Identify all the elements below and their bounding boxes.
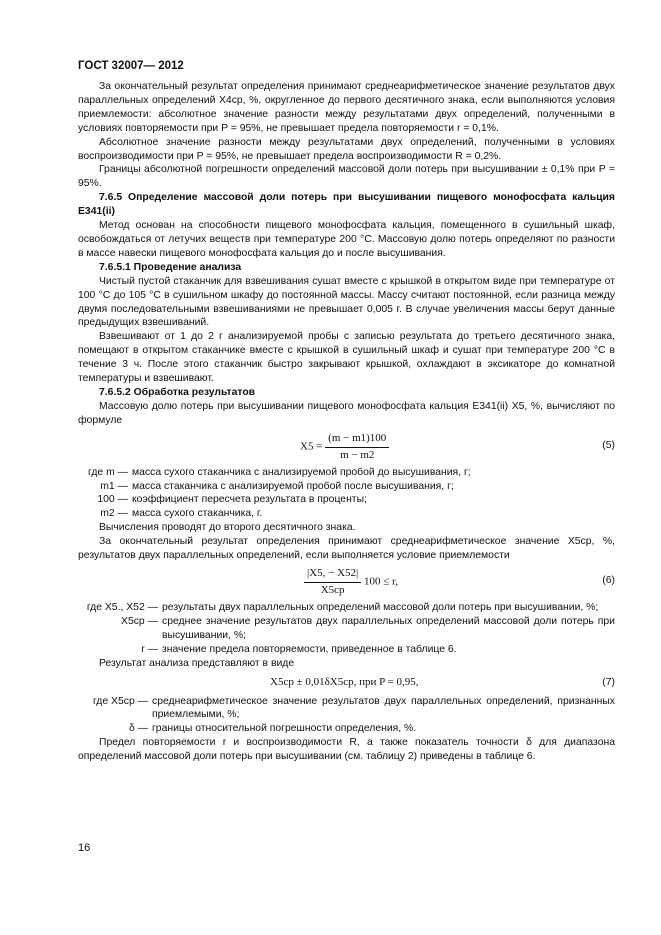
paragraph: Вычисления проводят до второго десятичного знака. <box>99 522 356 534</box>
paragraph: Результат анализа представляют в виде <box>99 657 295 669</box>
paragraph: Взвешивают от 1 до 2 г анализируемой пробы с записью результата до третьего десятичного знака, помещают в открытом стаканчике вместе с крышкой в сушильный шкаф и сушат при температуре 200 °С в течение 3 ч. После этого стаканчик быстро закрывают крышкой, охлаждают в эксикаторе до комнатной температуры и взвешивают. <box>78 331 615 385</box>
where-symbol: где X5., X52 — <box>86 602 158 613</box>
where-description: масса стаканчика с анализируемой пробой после высушивания, г; <box>132 480 454 492</box>
where-description: масса сухого стаканчика с анализируемой пробой до высушивания, г; <box>132 466 471 478</box>
where-description: значение предела повторяемости, приведенное в таблице 6. <box>162 643 457 655</box>
where-symbol: m2 — <box>100 508 128 520</box>
where-row <box>78 722 615 736</box>
document-body <box>78 80 615 764</box>
where-description: масса сухого стаканчика, г. <box>132 508 263 520</box>
where-symbol: δ — <box>128 723 148 735</box>
formula-numerator: |X5, − X52| <box>304 567 361 583</box>
where-symbol: 100 — <box>97 494 128 506</box>
formula-rhs: 100 ≤ r, <box>364 575 399 588</box>
page-number: 16 <box>78 842 91 854</box>
paragraph: Предел повторяемости r и воспроизводимости R, а также показатель точности δ для диапазона определений массовой доли потерь при высушивании (см. таблицу 2) приведены в таблице 6. <box>78 737 615 763</box>
where-list-6 <box>78 601 615 657</box>
where-row <box>78 480 615 494</box>
where-description: границы относительной погрешности определения, %. <box>152 723 417 735</box>
subsection-heading: 7.6.5.1 Проведение анализа <box>99 261 242 273</box>
paragraph: За окончательный результат определения принимают среднеарифметическое значение результатов двух параллельных определений X4ср, %, округленное до первого десятичного знака, если выполняются условия приемлемости: абсолютное значение разности между результатами двух определений, полученными в условиях повторяемости при P = 95%, не превышает предела повторяемости r = 0,1%. <box>78 81 615 134</box>
formula-number: (5) <box>602 439 615 451</box>
where-symbol: где m — <box>88 466 128 478</box>
where-symbol: r — <box>141 643 158 655</box>
formula-fraction <box>304 567 361 598</box>
where-list-5 <box>78 466 615 522</box>
paragraph: Чистый пустой стаканчик для взвешивания сушат вместе с крышкой в открытом виде при температуре от 100 °С до 105 °С в сушильном шкафу до постоянной массы. Массу считают постоянной, если разница между двумя последовательными взвешиваниями не превышает 0,005 г. В случае увеличения массы берут данные предыдущих взвешиваний. <box>78 275 615 329</box>
where-description: среднеарифметическое значение результатов двух параллельных определений, признанных приемлемыми, %; <box>152 695 615 721</box>
where-row <box>78 507 615 521</box>
formula-lhs: X5 = <box>300 440 323 453</box>
paragraph: Массовую долю потерь при высушивании пищевого монофосфата кальция Е341(ii) X5, %, вычисляют по формуле <box>78 400 615 426</box>
formula-6 <box>78 563 615 601</box>
where-row <box>78 643 615 657</box>
paragraph: Метод основан на способности пищевого монофосфата кальция, помещенного в сушильный шкаф, освобождаться от летучих веществ при температуре 200 °С. Массовую долю потерь определяют по разности в массе навески пищевого монофосфата кальция до и после высушивания. <box>78 220 615 259</box>
formula-7 <box>78 671 615 695</box>
where-description: коэффициент пересчета результата в проценты; <box>132 494 367 506</box>
formula-number: (7) <box>602 676 615 688</box>
formula-fraction <box>325 432 389 463</box>
paragraph: Абсолютное значение разности между результатами двух определений, полученными в условиях воспроизводимости при P = 95%, не превышает предела воспроизводимости R = 0,2%. <box>78 136 615 162</box>
formula-body: X5ср ± 0,01δX5ср, при P = 0,95, <box>270 675 419 688</box>
formula-5 <box>78 428 615 466</box>
formula-denominator: m − m2 <box>340 448 375 461</box>
where-symbol: где X5ср — <box>92 695 148 707</box>
section-heading: 7.6.5 Определение массовой доли потерь при высушивании пищевого монофосфата кальция Е341(ii) <box>78 192 615 218</box>
where-row <box>78 695 615 723</box>
formula-number: (6) <box>602 575 615 586</box>
where-symbol: X5ср — <box>121 615 158 627</box>
where-row <box>78 601 615 615</box>
where-description: среднее значение результатов двух параллельных определений массовой доли потерь при высушивании, %; <box>162 615 615 641</box>
where-description: результаты двух параллельных определений массовой доли потерь при высушивании, %; <box>162 602 599 613</box>
where-symbol: m1 — <box>100 480 128 492</box>
where-list-7 <box>78 695 615 737</box>
where-row <box>78 493 615 507</box>
document-header: ГОСТ 32007— 2012 <box>78 60 184 72</box>
paragraph: За окончательный результат определения принимают среднеарифметическое значение X5ср, %, результатов двух параллельных определений, если выполняется условие приемлемости <box>78 536 615 562</box>
formula-denominator: X5ср <box>320 583 345 596</box>
formula-numerator: (m − m1)100 <box>325 432 389 448</box>
where-row <box>78 615 615 643</box>
subsection-heading: 7.6.5.2 Обработка результатов <box>99 386 256 398</box>
where-row <box>78 466 615 480</box>
paragraph: Границы абсолютной погрешности определений массовой доли потерь при высушивании ± 0,1% при P = 95%. <box>78 164 615 190</box>
